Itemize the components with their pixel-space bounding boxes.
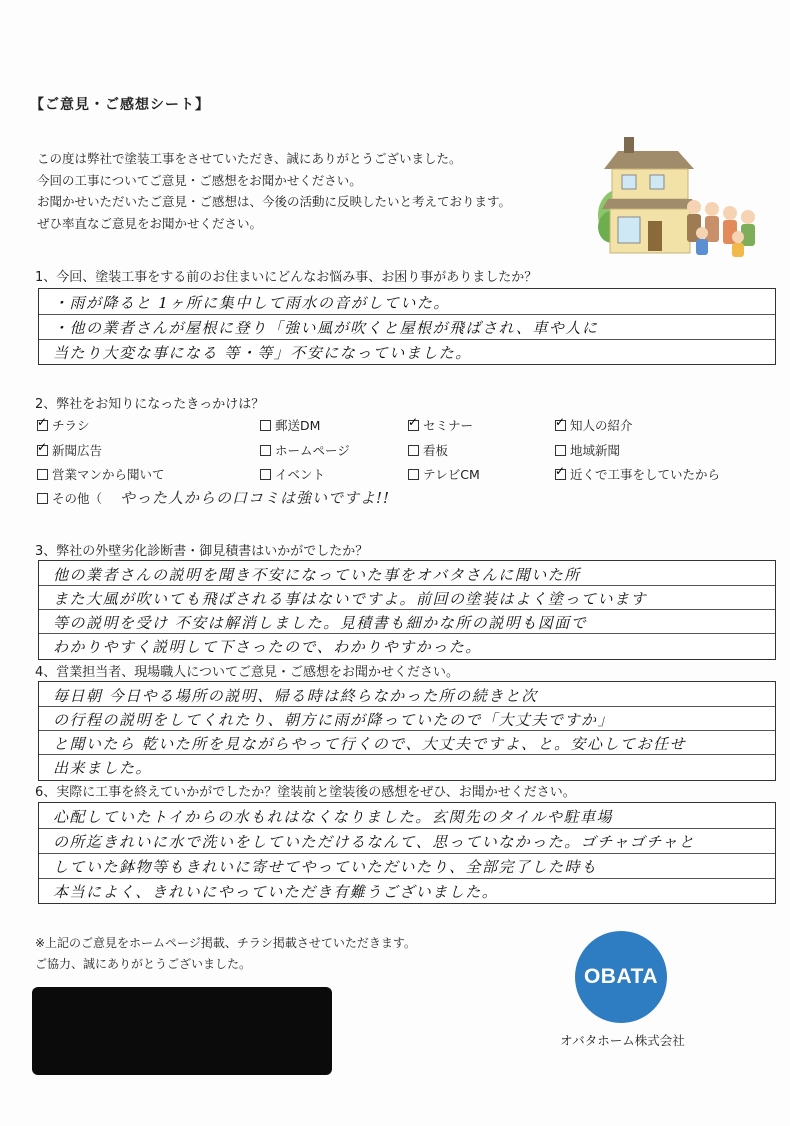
checkbox[interactable]: [37, 493, 48, 504]
option-flyer[interactable]: [37, 416, 90, 434]
other-handwritten-note: やった人からの口コミは強いですよ!!: [120, 489, 391, 507]
answer-line: と聞いたら 乾いた所を見ながらやって行くので、大丈夫ですよ、と。安心してお任せ: [53, 735, 686, 753]
answer-line: 当たり大変な事になる 等・等」不安になっていました。: [53, 344, 472, 362]
checkbox[interactable]: [408, 445, 419, 456]
ruled-line: [39, 878, 775, 879]
ruled-line: [39, 609, 775, 610]
option-tvcm[interactable]: [408, 465, 480, 483]
option-label: テレビCM: [423, 467, 480, 482]
question-6-label: 6、実際に工事を終えていかがでしたか？塗装前と塗装後の感想をぜひ、お聞かせください。: [35, 785, 576, 800]
option-dm[interactable]: [260, 416, 320, 434]
intro-line-4: ぜひ率直なご意見をお聞かせください。: [37, 215, 263, 231]
checkbox[interactable]: [408, 469, 419, 480]
checkbox[interactable]: [555, 445, 566, 456]
question-4-answer-box: [38, 681, 776, 781]
option-local-paper[interactable]: [555, 441, 620, 459]
sheet-title: 【ご意見・ご感想シート】: [30, 97, 210, 113]
option-label: 地域新聞: [570, 443, 621, 458]
option-label: 看板: [423, 443, 449, 458]
question-3-label: 3、弊社の外壁劣化診断書・御見積書はいかがでしたか？: [35, 544, 369, 559]
ruled-line: [39, 828, 775, 829]
answer-line: 等の説明を受け 不安は解消しました。見積書も細かな所の説明も図面で: [53, 614, 588, 632]
checkbox[interactable]: [37, 469, 48, 480]
option-label: セミナー: [423, 418, 474, 433]
answer-line: また大風が吹いても飛ばされる事はないですよ。前回の塗装はよく塗っています: [53, 590, 648, 608]
question-1-label: 1、今回、塗装工事をする前のお住まいにどんなお悩み事、お困り事がありましたか？: [35, 270, 538, 285]
answer-line: していた鉢物等もきれいに寄せてやっていただいたり、全部完了した時も: [53, 858, 598, 876]
option-homepage[interactable]: [260, 441, 350, 459]
checkbox[interactable]: [260, 469, 271, 480]
answer-line: 本当によく、きれいにやっていただき有難うございました。: [53, 883, 499, 901]
answer-line: 出来ました。: [53, 759, 153, 777]
intro-line-1: この度は弊社で塗装工事をさせていただき、誠にありがとうございました。: [37, 151, 462, 166]
option-label: 近くで工事をしていたから: [570, 467, 721, 482]
ruled-line: [39, 853, 775, 854]
answer-line: ・雨が降ると 1ヶ所に集中して雨水の音がしていた。: [53, 294, 450, 312]
option-label: その他（: [52, 491, 103, 506]
answer-line: 毎日朝 今日やる場所の説明、帰る時は終らなかった所の続きと次: [53, 687, 538, 705]
footer-line-1: ※上記のご意見をホームページ掲載、チラシ掲載させていただきます。: [35, 936, 416, 950]
answer-line: わかりやすく説明して下さったので、わかりやすかった。: [53, 638, 482, 656]
option-label: イベント: [275, 467, 326, 482]
checkbox-checked[interactable]: [408, 420, 419, 431]
ruled-line: [39, 730, 775, 731]
option-signboard[interactable]: [408, 441, 448, 459]
footer-line-2: ご協力、誠にありがとうございました。: [35, 957, 252, 971]
option-sales[interactable]: [37, 465, 165, 483]
option-label: 知人の紹介: [570, 418, 633, 433]
ruled-line: [39, 585, 775, 586]
company-name: オバタホーム株式会社: [560, 1033, 685, 1048]
house-family-illustration: [590, 135, 770, 265]
answer-line: 他の業者さんの説明を聞き不安になっていた事をオバタさんに聞いた所: [53, 566, 581, 584]
intro-line-3: お聞かせいただいたご意見・ご感想は、今後の活動に反映したいと考えております。: [37, 194, 512, 209]
obata-logo: OBATA: [575, 931, 667, 1023]
question-3-answer-box: [38, 560, 776, 660]
checkbox-checked[interactable]: [37, 445, 48, 456]
intro-text: [37, 148, 511, 234]
option-nearby-work[interactable]: [555, 465, 720, 483]
ruled-line: [39, 339, 775, 340]
option-seminar[interactable]: [408, 416, 473, 434]
answer-line: の所迄きれいに水で洗いをしていただけるなんて、思っていなかった。ゴチャゴチャと: [53, 833, 696, 851]
option-label: 郵送DM: [275, 418, 321, 433]
question-6-answer-box: [38, 802, 776, 904]
ruled-line: [39, 754, 775, 755]
question-2-label: 2、弊社をお知りになったきっかけは？: [35, 397, 265, 412]
intro-line-2: 今回の工事についてご意見・ご感想をお聞かせください。: [37, 172, 362, 188]
option-referral[interactable]: [555, 416, 633, 434]
redacted-signature-block: [32, 987, 332, 1075]
ruled-line: [39, 706, 775, 707]
option-newspaper[interactable]: [37, 441, 102, 459]
option-label: 新聞広告: [52, 443, 103, 458]
checkbox-checked[interactable]: [37, 420, 48, 431]
option-event[interactable]: [260, 465, 325, 483]
checkbox[interactable]: [260, 445, 271, 456]
answer-line: 心配していたトイからの水もれはなくなりました。玄関先のタイルや駐車場: [53, 808, 613, 826]
question-4-label: 4、営業担当者、現場職人についてご意見・ご感想をお聞かせください。: [35, 665, 460, 680]
checkbox-checked[interactable]: [555, 469, 566, 480]
checkbox-checked[interactable]: [555, 420, 566, 431]
option-label: ホームページ: [275, 443, 350, 458]
option-label: 営業マンから聞いて: [52, 467, 165, 482]
option-label: チラシ: [52, 418, 90, 433]
answer-line: の行程の説明をしてくれたり、朝方に雨が降っていたので「大丈夫ですか」: [53, 711, 615, 729]
ruled-line: [39, 314, 775, 315]
checkbox[interactable]: [260, 420, 271, 431]
question-1-answer-box: [38, 288, 776, 365]
ruled-line: [39, 633, 775, 634]
answer-line: ・他の業者さんが屋根に登り「強い風が吹くと屋根が飛ばされ、車や人に: [53, 319, 599, 337]
option-other[interactable]: [37, 489, 102, 507]
footer-note: [35, 933, 416, 975]
